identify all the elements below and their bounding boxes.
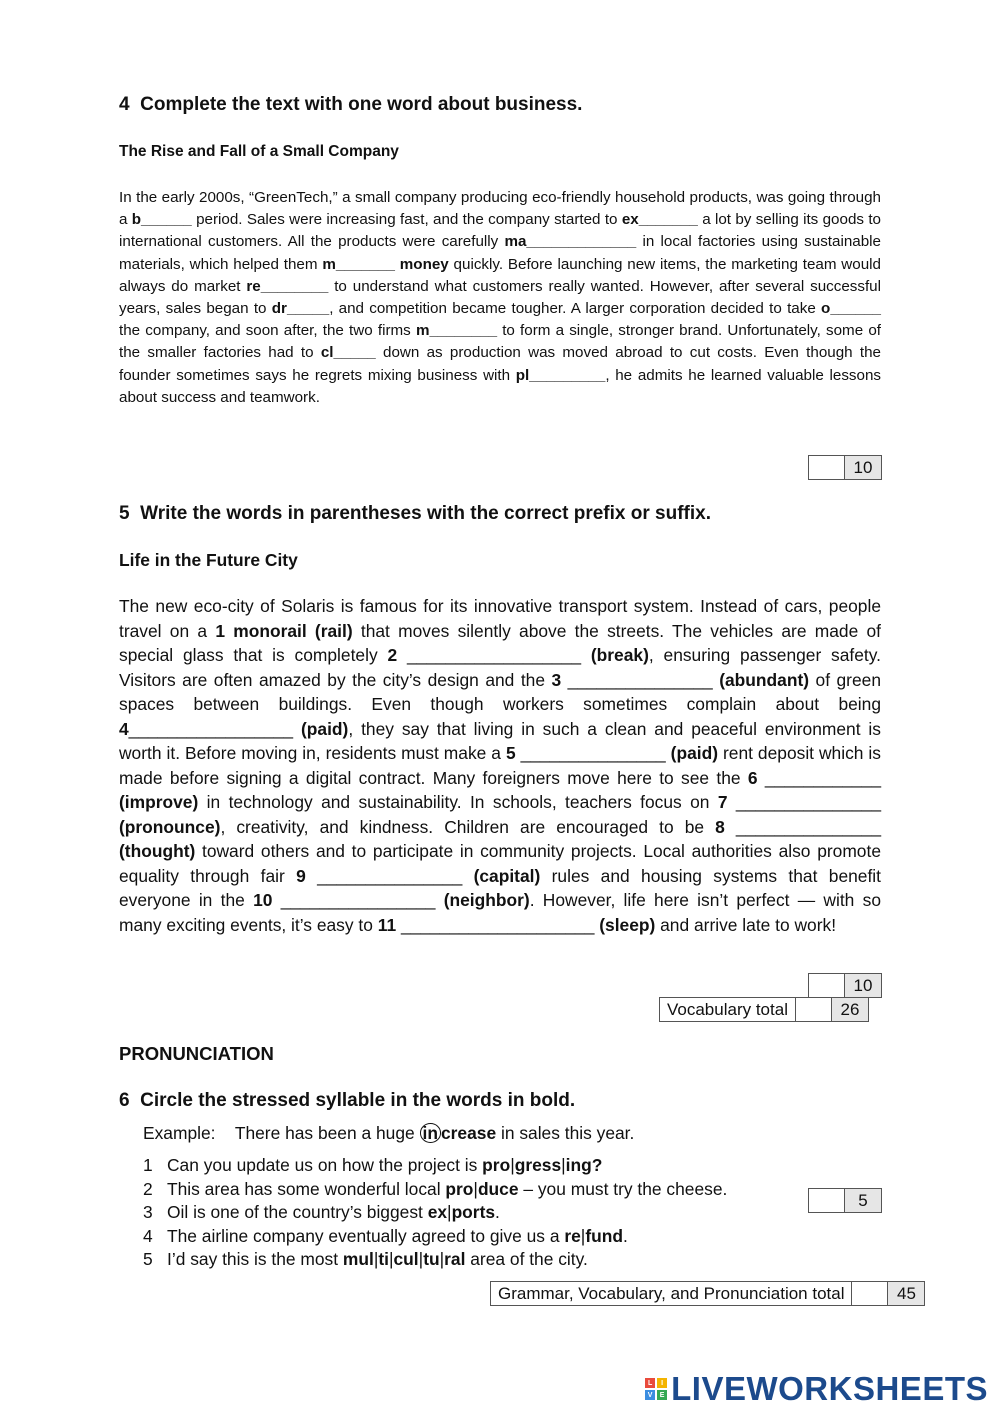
score-input-cell[interactable]: [809, 1189, 845, 1212]
grand-total-value: 45: [888, 1282, 924, 1305]
section-6-title: Circle the stressed syllable in the words in bold.: [140, 1090, 576, 1111]
blank-3[interactable]: _______________: [561, 669, 720, 690]
score-input-cell[interactable]: [852, 1282, 888, 1305]
syllable[interactable]: ports: [451, 1202, 496, 1222]
blank-10[interactable]: ________________: [272, 890, 444, 910]
syllable[interactable]: mul: [342, 1249, 374, 1269]
logo-icon-v: V: [645, 1390, 655, 1400]
blank-7[interactable]: _______________: [727, 792, 882, 812]
section-6-heading: [119, 1090, 575, 1112]
syllable[interactable]: ing?: [565, 1155, 603, 1175]
blank-ex[interactable]: ex_______: [621, 211, 698, 229]
syllable[interactable]: ral: [444, 1249, 466, 1269]
logo-text: LIVEWORKSHEETS: [671, 1370, 988, 1407]
section-4-paragraph: In the early 2000s, “GreenTech,” a small company producing eco-friendly household products, was going through a b______ period. Sales were increasing fast, and the company started to ex_______ a lot by selling its goods to international customers. All the products were carefully ma_____________ in local factories using sustainable materials, which helped them m_______ money quickly. Before launching new items, the marketing team would always do market re________ to understand what customers really wanted. However, after several successful years, sales began to dr_____, and competition became tougher. A larger corporation decided to take o______ the company, and soon after, the two firms m________ to form a single, stronger brand. Unfortunately, some of the smaller factories had to cl_____ down as production was moved abroad to cut costs. Even though the founder sometimes says he regrets mixing business with pl_________, he admits he learned valuable lessons about success and teamwork.: [119, 189, 882, 406]
syllable[interactable]: tu: [423, 1249, 440, 1269]
section-6-score-box: [808, 1188, 882, 1213]
section-4-number: 4: [119, 94, 130, 115]
blank-11[interactable]: ____________________: [396, 914, 600, 935]
pronunciation-title: PRONUNCIATION: [119, 1043, 274, 1064]
score-input-cell[interactable]: [809, 456, 845, 479]
liveworksheets-logo: [645, 1370, 988, 1408]
blank-2[interactable]: __________________: [397, 645, 591, 665]
blank-re[interactable]: re________: [246, 277, 329, 295]
score-max: 10: [845, 974, 881, 997]
example-line: Example: There has been a huge in crease in sales this year.: [143, 1123, 635, 1143]
vocabulary-total-label: Vocabulary total: [660, 998, 796, 1021]
section-5-subtitle: Life in the Future City: [119, 550, 298, 570]
section-5-number: 5: [119, 503, 130, 524]
syllable[interactable]: duce: [477, 1178, 519, 1199]
section-6-number: 6: [119, 1090, 130, 1111]
pronunciation-list: [143, 1154, 727, 1272]
blank-m-2[interactable]: m________: [415, 322, 498, 340]
blank-8[interactable]: _______________: [724, 816, 881, 837]
blank-pl[interactable]: pl_________: [515, 366, 606, 384]
syllable[interactable]: pro: [482, 1155, 511, 1175]
blank-m-1[interactable]: m_______: [322, 255, 395, 273]
list-item: 2 This area has some wonderful local pro|duce – you must try the cheese.: [143, 1178, 728, 1199]
score-max: 5: [845, 1189, 881, 1212]
list-item: 5 I’d say this is the most mul|ti|cul|tu|ral area of the city.: [143, 1249, 588, 1269]
syllable[interactable]: gress: [514, 1155, 562, 1175]
syllable[interactable]: cul: [393, 1249, 419, 1269]
list-item: 4 The airline company eventually agreed to give us a re|fund.: [143, 1225, 628, 1246]
blank-4[interactable]: _________________: [128, 718, 301, 739]
example-label: Example:: [143, 1123, 216, 1143]
blank-o[interactable]: o______: [821, 300, 882, 318]
syllable[interactable]: pro: [445, 1178, 474, 1199]
vocabulary-total-box: [659, 997, 869, 1022]
section-4-score-box: [808, 455, 882, 480]
section-5-paragraph: The new eco-city of Solaris is famous for its innovative transport system. Instead of cars, people travel on a 1 monorail (rail) that moves silently above the streets. The vehicles are made of special glass that is completely 2 __________________ (break), ensuring passenger safety. Visitors are often amazed by the city’s design and the 3 _______________ (abundant) of green spaces between buildings. Even though workers sometimes complain about being 4_________________ (paid), they say that living in such a clean and peaceful environment is worth it. Before moving in, residents must make a 5 _______________ (paid) rent deposit which is made before signing a digital contract. Many foreigners move here to see the 6 ____________ (improve) in technology and sustainability. In schools, teachers focus on 7 _______________ (pronounce), creativity, and kindness. Children are encouraged to be 8 _______________ (thought) toward others and to participate in community projects. Local authorities also promote equality through fair 9 _______________ (capital) rules and housing systems that benefit everyone in the 10 ________________ (neighbor). However, life here isn’t perfect — with so many exciting events, it’s easy to 11 ____________________ (sleep) and arrive late to work!: [119, 596, 882, 935]
section-4-subtitle: The Rise and Fall of a Small Company: [119, 143, 399, 160]
liveworksheets-logo-icon: [645, 1378, 667, 1400]
blank-ma[interactable]: ma_____________: [504, 233, 637, 251]
list-item: 1 Can you update us on how the project is pro|gress|ing?: [143, 1155, 603, 1175]
blank-dr[interactable]: dr_____: [271, 300, 330, 318]
blank-b[interactable]: b______: [131, 211, 192, 229]
section-4-title: Complete the text with one word about business.: [140, 94, 583, 115]
grand-total-box: [490, 1281, 925, 1306]
syllable[interactable]: ex: [427, 1202, 448, 1222]
section-5-title: Write the words in parentheses with the correct prefix or suffix.: [140, 503, 711, 524]
blank-5[interactable]: _______________: [515, 743, 671, 763]
syllable[interactable]: re: [564, 1225, 581, 1246]
blank-cl[interactable]: cl_____: [320, 344, 376, 362]
score-input-cell[interactable]: [796, 998, 832, 1021]
logo-icon-l: L: [645, 1378, 655, 1388]
section-5-heading: [119, 503, 711, 525]
section-5-score-box: [808, 973, 882, 998]
syllable[interactable]: ti: [378, 1249, 389, 1269]
vocabulary-total-value: 26: [832, 998, 868, 1021]
logo-icon-e: E: [657, 1390, 667, 1400]
score-max: 10: [845, 456, 881, 479]
blank-6[interactable]: ____________: [757, 767, 881, 788]
section-4-heading: [119, 94, 582, 116]
syllable[interactable]: fund: [585, 1225, 623, 1246]
score-input-cell[interactable]: [809, 974, 845, 997]
grand-total-label: Grammar, Vocabulary, and Pronunciation total: [491, 1282, 852, 1305]
circled-syllable: in: [420, 1123, 441, 1143]
logo-icon-i: I: [657, 1378, 667, 1388]
blank-9[interactable]: _______________: [305, 865, 474, 886]
list-item: 3 Oil is one of the country’s biggest ex|ports.: [143, 1202, 500, 1222]
